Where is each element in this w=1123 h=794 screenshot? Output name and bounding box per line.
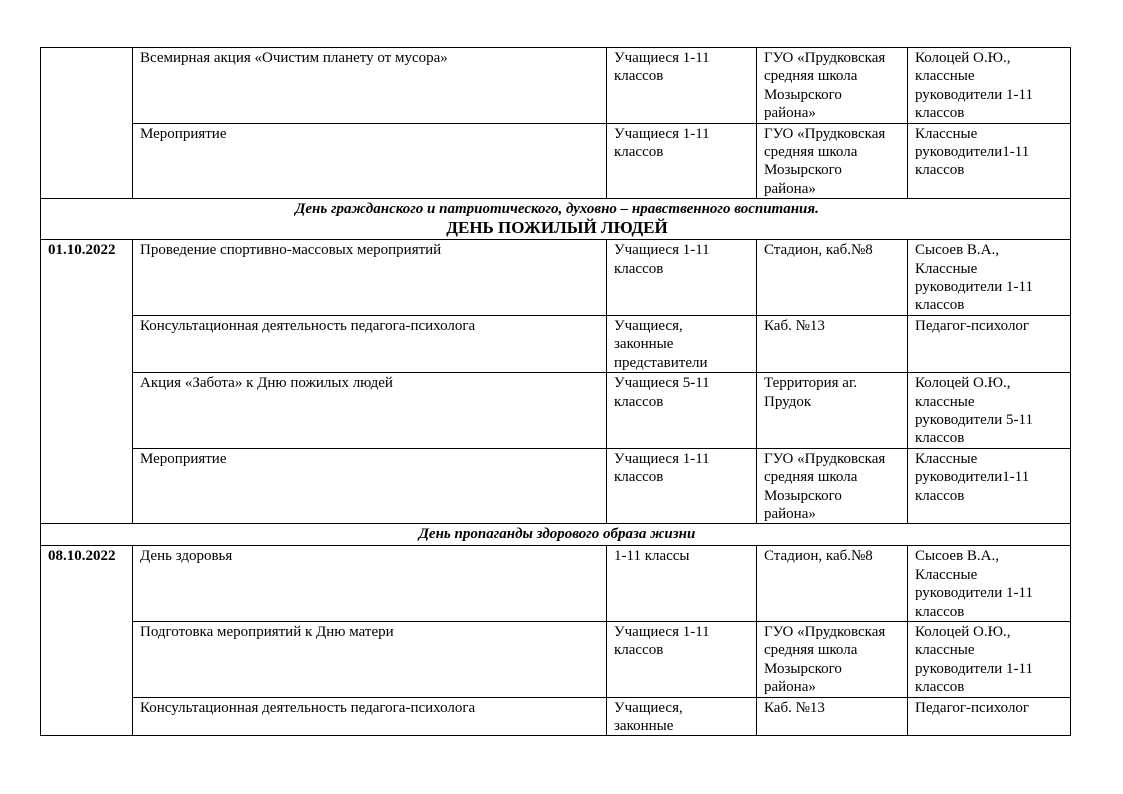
section-header-row (41, 199, 1071, 240)
date-cell: 08.10.2022 (41, 546, 133, 736)
event-cell: Консультационная деятельность педагога-психолога (133, 697, 607, 736)
event-cell: Всемирная акция «Очистим планету от мусора» (133, 48, 607, 124)
participants-cell: Учащиеся 1-11 классов (607, 48, 757, 124)
section-subtitle: ДЕНЬ ПОЖИЛЫЙ ЛЮДЕЙ (446, 217, 668, 237)
table-row (41, 546, 1071, 622)
event-cell: Проведение спортивно-массовых мероприятий (133, 240, 607, 316)
date-cell: 01.10.2022 (41, 240, 133, 524)
table-row (41, 697, 1071, 736)
place-cell: Каб. №13 (757, 315, 908, 372)
place-cell: Территория аг. Прудок (757, 373, 908, 449)
section-title: День гражданского и патриотического, духовно – нравственного воспитания. (295, 201, 819, 218)
table-row (41, 448, 1071, 524)
event-plan-table (40, 47, 1071, 736)
place-cell: ГУО «Прудковская средняя школа Мозырского района» (757, 123, 908, 199)
responsible-cell: Сысоев В.А., Классные руководители 1-11 классов (908, 240, 1071, 316)
responsible-cell: Педагог-психолог (908, 315, 1071, 372)
participants-cell: 1-11 классы (607, 546, 757, 622)
event-cell: Консультационная деятельность педагога-психолога (133, 315, 607, 372)
table-row (41, 48, 1071, 124)
event-cell: Подготовка мероприятий к Дню матери (133, 621, 607, 697)
participants-cell: Учащиеся 1-11 классов (607, 621, 757, 697)
responsible-cell: Классные руководители1-11 классов (908, 448, 1071, 524)
section-header-row (41, 524, 1071, 546)
table-row (41, 315, 1071, 372)
table-row (41, 123, 1071, 199)
place-cell: Стадион, каб.№8 (757, 240, 908, 316)
place-cell: Стадион, каб.№8 (757, 546, 908, 622)
responsible-cell: Классные руководители1-11 классов (908, 123, 1071, 199)
section-header (41, 199, 1071, 240)
participants-cell: Учащиеся, законные (607, 697, 757, 736)
participants-cell: Учащиеся 1-11 классов (607, 448, 757, 524)
section-title: День пропаганды здорового образа жизни (418, 526, 696, 543)
event-cell: Мероприятие (133, 448, 607, 524)
responsible-cell: Сысоев В.А., Классные руководители 1-11 классов (908, 546, 1071, 622)
responsible-cell: Колоцей О.Ю., классные руководители 5-11 классов (908, 373, 1071, 449)
participants-cell: Учащиеся 1-11 классов (607, 240, 757, 316)
table-row (41, 621, 1071, 697)
participants-cell: Учащиеся, законные представители (607, 315, 757, 372)
responsible-cell: Колоцей О.Ю., классные руководители 1-11 классов (908, 48, 1071, 124)
event-plan-body (41, 48, 1071, 736)
place-cell: ГУО «Прудковская средняя школа Мозырского района» (757, 48, 908, 124)
date-cell (41, 48, 133, 199)
place-cell: Каб. №13 (757, 697, 908, 736)
event-cell: День здоровья (133, 546, 607, 622)
event-cell: Мероприятие (133, 123, 607, 199)
place-cell: ГУО «Прудковская средняя школа Мозырского района» (757, 621, 908, 697)
responsible-cell: Колоцей О.Ю., классные руководители 1-11 классов (908, 621, 1071, 697)
place-cell: ГУО «Прудковская средняя школа Мозырского района» (757, 448, 908, 524)
table-row (41, 373, 1071, 449)
section-header (41, 524, 1071, 546)
table-row (41, 240, 1071, 316)
participants-cell: Учащиеся 5-11 классов (607, 373, 757, 449)
event-cell: Акция «Забота» к Дню пожилых людей (133, 373, 607, 449)
participants-cell: Учащиеся 1-11 классов (607, 123, 757, 199)
responsible-cell: Педагог-психолог (908, 697, 1071, 736)
